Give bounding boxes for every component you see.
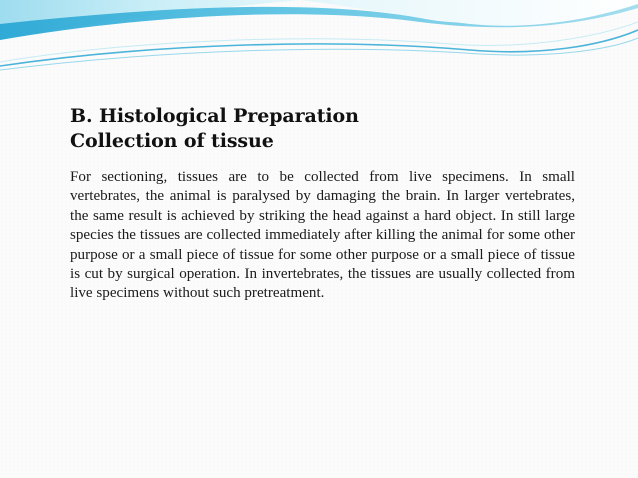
slide-heading-line2: Collection of tissue bbox=[70, 130, 274, 152]
decorative-wave-header bbox=[0, 0, 638, 75]
slide-content bbox=[70, 104, 575, 304]
slide-body-text: For sectioning, tissues are to be collected from live specimens. In small vertebrates, the animal is paralysed by damaging the brain. In larger vertebrates, the same result is achieved by striking the head against a hard object. In still large species the tissues are collected immediately after killing the animal for some other purpose or a small piece of tissue for some other purpose or a small piece of tissue is cut by surgical operation. In invertebrates, the tissues are usually collected from live specimens without such pretreatment. bbox=[70, 169, 575, 302]
wave-line-lower-1 bbox=[0, 30, 638, 66]
slide-heading-line1: B. Histological Preparation bbox=[70, 105, 359, 127]
wave-line-lower-3 bbox=[0, 22, 638, 62]
